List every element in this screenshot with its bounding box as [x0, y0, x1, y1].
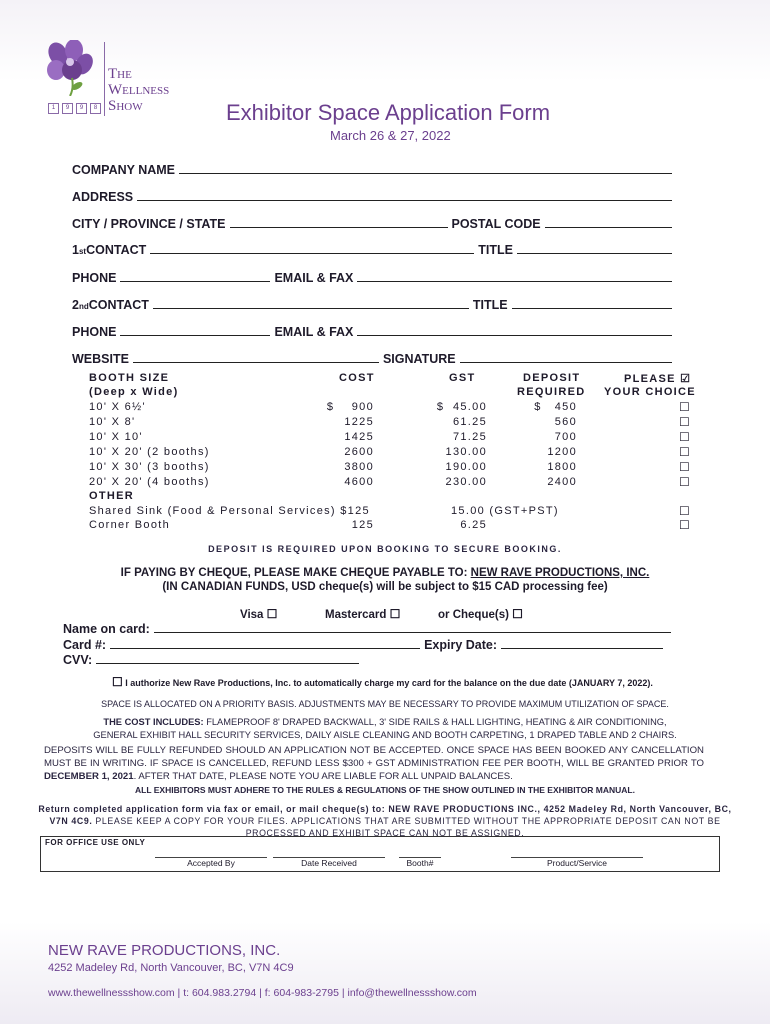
- checkbox-icon[interactable]: ☐: [679, 445, 690, 459]
- choice-subheader: YOUR CHOICE: [604, 386, 696, 398]
- refund-date: DECEMBER 1, 2021: [44, 771, 134, 782]
- wellness-show-logo-flower: [44, 40, 94, 96]
- booth-size-cell: 10' X 10': [89, 431, 143, 443]
- title2-label: TITLE: [472, 298, 508, 312]
- cost-includes-label: THE COST INCLUDES:: [103, 717, 204, 727]
- cvv-label: CVV:: [63, 653, 93, 667]
- company-label: COMPANY NAME: [72, 163, 176, 177]
- booth-number: Booth#: [399, 857, 441, 868]
- return-bold: Return completed application form via fax or email, or mail cheque(s) to: NEW RAVE PRODUCTIONS INC., 4252 Madeley Rd, North Vancouver, BC, V7N 4C9.: [38, 804, 732, 826]
- title1-label: TITLE: [478, 243, 513, 257]
- booth-size-cell: 10' X 8': [89, 416, 136, 428]
- booth-gst-cell: 71.25: [452, 431, 487, 443]
- logo-line-2: Wellness: [108, 82, 170, 98]
- checkbox-icon[interactable]: ☐: [512, 607, 523, 621]
- funds-note: (IN CANADIAN FUNDS, USD cheque(s) will be subject to $15 CAD processing fee): [162, 581, 608, 593]
- cheque-payable-text: IF PAYING BY CHEQUE, PLEASE MAKE CHEQUE PAYABLE TO:: [120, 567, 471, 579]
- cheque-payable-line: [0, 567, 770, 579]
- booth-size-cell: 10' X 20' (2 booths): [89, 446, 210, 458]
- signature-label: SIGNATURE: [382, 352, 456, 366]
- cheque-option[interactable]: [438, 607, 523, 621]
- booth-gst-cell: 61.25: [452, 416, 487, 428]
- city-label: CITY / PROVINCE / STATE: [72, 217, 226, 231]
- footer-address: 4252 Madeley Rd, North Vancouver, BC, V7N 4C9: [48, 962, 294, 974]
- space-note: SPACE IS ALLOCATED ON A PRIORITY BASIS. ADJUSTMENTS MAY BE NECESSARY TO PROVIDE MAXIMUM UTILIZATION OF SPACE.: [101, 699, 669, 709]
- checkbox-icon[interactable]: ☐: [679, 518, 690, 532]
- booth-deposit-cell: 1800: [547, 461, 577, 473]
- email2-label: EMAIL & FAX: [274, 325, 354, 339]
- authorize-text: I authorize New Rave Productions, Inc. to automatically charge my card for the balance on the due date (JANUARY 7, 2022).: [125, 678, 653, 688]
- other-item-label: Shared Sink (Food & Personal Services) $125: [89, 505, 370, 517]
- gst-header: GST: [449, 372, 476, 384]
- visa-option[interactable]: [240, 607, 277, 621]
- booth-gst-cell: 130.00: [445, 446, 487, 458]
- company-name-field[interactable]: [72, 163, 676, 177]
- contact2-num: 2: [72, 298, 79, 312]
- page-title: Exhibitor Space Application Form: [226, 100, 551, 125]
- deposit-note: DEPOSIT IS REQUIRED UPON BOOKING TO SECURE BOOKING.: [208, 544, 562, 554]
- cheque-label: or Cheque(s): [438, 609, 509, 621]
- booth-gst-cell: 190.00: [445, 461, 487, 473]
- booth-size-subheader: (Deep x Wide): [89, 386, 179, 398]
- logo-square: 8: [90, 103, 101, 114]
- logo-line-3: Show: [108, 98, 143, 114]
- booth-deposit-cell: 1200: [547, 446, 577, 458]
- booth-cost-cell: 3800: [344, 461, 374, 473]
- choice-header: PLEASE ☑: [624, 373, 692, 385]
- booth-cost-cell: 1225: [344, 416, 374, 428]
- office-use-box: [40, 836, 720, 872]
- other-item-label: Corner Booth: [89, 519, 171, 531]
- footer-company: NEW RAVE PRODUCTIONS, INC.: [48, 942, 281, 959]
- expiry-label: Expiry Date:: [424, 638, 498, 652]
- booth-deposit-cell: 2400: [547, 476, 577, 488]
- contact2-field[interactable]: [72, 298, 676, 312]
- footer-sep: |: [338, 987, 348, 999]
- phone1-email1-field[interactable]: [72, 271, 676, 285]
- deposit-subheader: REQUIRED: [517, 386, 586, 398]
- website-label: WEBSITE: [72, 352, 129, 366]
- checkbox-icon[interactable]: ☐: [679, 415, 690, 429]
- booth-gst-cell: 230.00: [445, 476, 487, 488]
- other-item-gst: 6.25: [460, 519, 487, 531]
- rules-note: ALL EXHIBITORS MUST ADHERE TO THE RULES & REGULATIONS OF THE SHOW OUTLINED IN THE EXHIBITOR MANUAL.: [135, 785, 635, 795]
- cvv-field[interactable]: [63, 653, 363, 667]
- booth-size-cell: 20' X 20' (4 booths): [89, 476, 210, 488]
- other-item-cost: 125: [351, 519, 374, 531]
- booth-cost-cell: 4600: [344, 476, 374, 488]
- email1-label: EMAIL & FAX: [274, 271, 354, 285]
- name-on-card-field[interactable]: [63, 622, 675, 636]
- footer-phone: 604.983.2794: [191, 987, 257, 999]
- contact2-label: CONTACT: [88, 298, 149, 312]
- cost-includes-text-2: GENERAL EXHIBIT HALL SECURITY SERVICES, DAILY AISLE CLEANING AND BOOTH CARPETING, 1 DRAPED TABLE AND 2 CHAIRS.: [93, 730, 677, 740]
- return-instructions: [36, 803, 734, 839]
- other-label: OTHER: [89, 490, 134, 502]
- city-postal-field[interactable]: [72, 217, 676, 231]
- cost-header: COST: [339, 372, 375, 384]
- return-rest: PLEASE KEEP A COPY FOR YOUR FILES. APPLICATIONS THAT ARE SUBMITTED WITHOUT THE APPROPRIATE DEPOSIT CAN NOT BE PROCESSED AND EXHIBIT SPACE CAN NOT BE ASSIGNED.: [92, 816, 721, 838]
- cost-includes: [0, 716, 770, 742]
- booth-deposit-cell: 700: [554, 431, 577, 443]
- logo-square: 1: [48, 103, 59, 114]
- checkbox-icon[interactable]: ☐: [679, 430, 690, 444]
- booth-cost-cell: 2600: [344, 446, 374, 458]
- phone2-email2-field[interactable]: [72, 325, 676, 339]
- booth-deposit-cell: 560: [554, 416, 577, 428]
- contact1-num: 1: [72, 243, 79, 257]
- contact1-label: CONTACT: [86, 243, 147, 257]
- checkbox-icon[interactable]: ☐: [389, 607, 401, 621]
- booth-deposit-cell: $ 450: [534, 401, 577, 413]
- footer-fax: 604-983-2795: [273, 987, 339, 999]
- booth-gst-cell: $ 45.00: [436, 401, 487, 413]
- refund-text-2: . AFTER THAT DATE, PLEASE NOTE YOU ARE LIABLE FOR ALL UNPAID BALANCES.: [133, 771, 513, 782]
- card-number-field[interactable]: [63, 638, 667, 652]
- address-field[interactable]: [72, 190, 676, 204]
- footer-website[interactable]: www.thewellnessshow.com: [48, 987, 175, 999]
- logo-square: 9: [76, 103, 87, 114]
- office-use-label: FOR OFFICE USE ONLY: [45, 838, 146, 847]
- logo-square: 9: [62, 103, 73, 114]
- phone1-label: PHONE: [72, 271, 117, 285]
- booth-cost-cell: $ 900: [326, 401, 374, 413]
- other-item-gst: 15.00 (GST+PST): [451, 505, 559, 517]
- contact1-field[interactable]: [72, 243, 676, 257]
- authorize-line[interactable]: [112, 675, 653, 689]
- phone2-label: PHONE: [72, 325, 117, 339]
- refund-text: DEPOSITS WILL BE FULLY REFUNDED SHOULD AN APPLICATION NOT BE ACCEPTED. ONCE SPACE HAS BEEN BOOKED ANY CANCELLATION MUST BE IN WRITING. IF SPACE IS CANCELLED, REFUND LESS $300 + GST ADMINISTRATION FEE PER BOOTH, WILL BE GRANTED PRIOR TO: [44, 745, 704, 769]
- footer-email[interactable]: info@thewellnessshow.com: [347, 987, 477, 999]
- mastercard-label: Mastercard: [325, 609, 387, 621]
- checkbox-icon[interactable]: ☐: [112, 675, 123, 689]
- cost-includes-text: FLAMEPROOF 8' DRAPED BACKWALL, 3' SIDE RAILS & HALL LIGHTING, HEATING & AIR CONDITIONING,: [203, 717, 667, 727]
- event-date: March 26 & 27, 2022: [330, 128, 451, 143]
- mastercard-option[interactable]: [325, 607, 400, 621]
- booth-size-cell: 10' X 6½': [89, 401, 146, 413]
- card-number-label: Card #:: [63, 638, 107, 652]
- checkbox-icon[interactable]: ☐: [679, 475, 690, 489]
- checkbox-icon[interactable]: ☐: [679, 460, 690, 474]
- logo-line-1: The: [108, 66, 132, 82]
- checkbox-icon[interactable]: ☐: [679, 400, 690, 414]
- logo-text: [108, 66, 169, 114]
- logo-squares: [48, 103, 101, 114]
- footer-sep: | f:: [256, 987, 274, 999]
- deposit-header: DEPOSIT: [523, 372, 581, 384]
- website-signature-field[interactable]: [72, 352, 676, 366]
- booth-cost-cell: 1425: [344, 431, 374, 443]
- footer-contact: [48, 987, 477, 999]
- accepted-by: Accepted By: [155, 857, 267, 868]
- footer-sep: | t:: [174, 987, 192, 999]
- address-label: ADDRESS: [72, 190, 134, 204]
- date-received: Date Received: [273, 857, 385, 868]
- checkbox-icon[interactable]: ☐: [679, 504, 690, 518]
- postal-label: POSTAL CODE: [451, 217, 541, 231]
- name-on-card-label: Name on card:: [63, 622, 150, 636]
- booth-size-cell: 10' X 30' (3 booths): [89, 461, 210, 473]
- visa-label: Visa: [240, 609, 264, 621]
- logo-divider: [104, 42, 105, 116]
- booth-size-header: BOOTH SIZE: [89, 372, 170, 384]
- payee-name: NEW RAVE PRODUCTIONS, INC.: [470, 567, 650, 579]
- contact2-sup: nd: [78, 302, 89, 311]
- contact1-sup: st: [78, 247, 87, 256]
- checkbox-icon[interactable]: ☐: [266, 607, 278, 621]
- product-service: Product/Service: [511, 857, 643, 868]
- refund-paragraph: [44, 744, 704, 783]
